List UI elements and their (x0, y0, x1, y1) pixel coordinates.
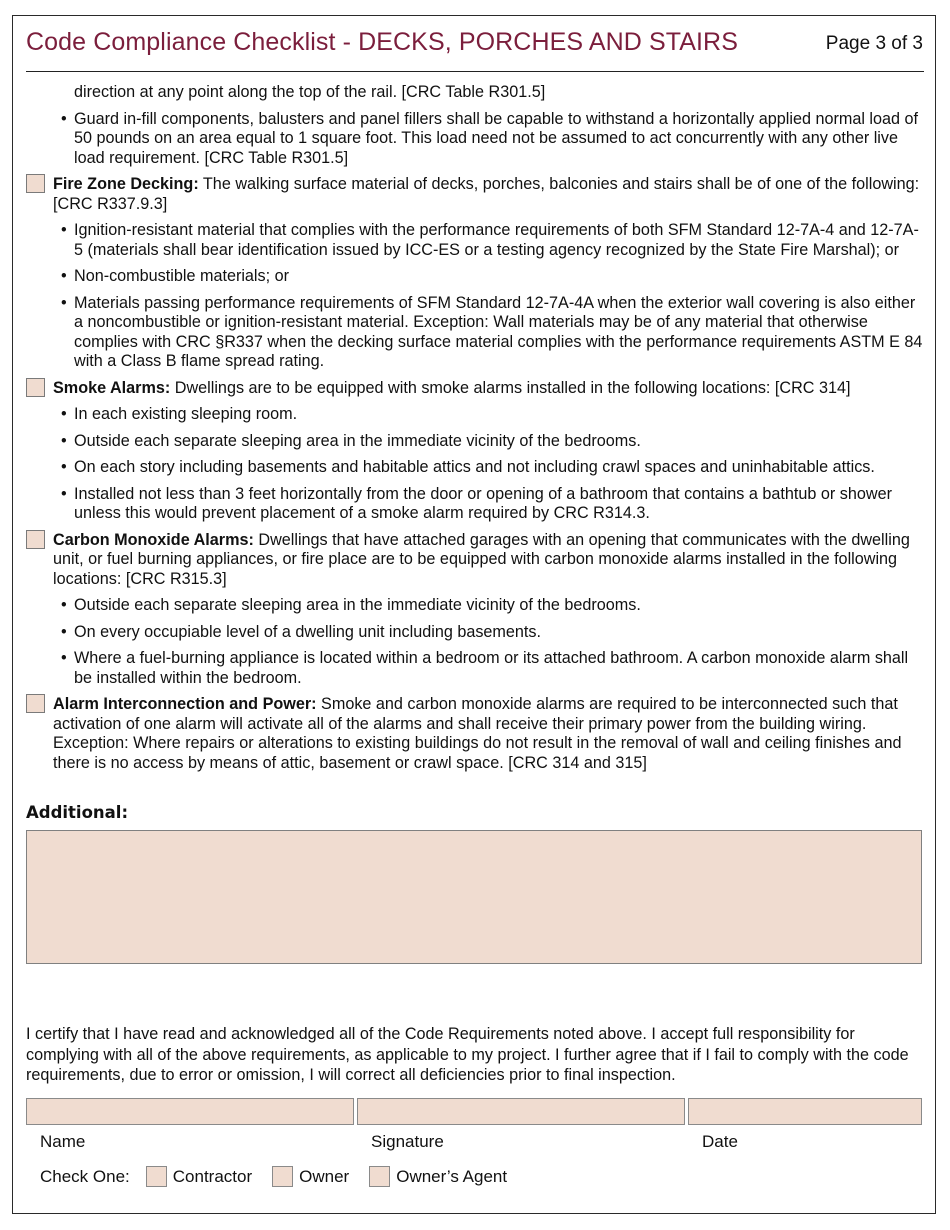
interconnection-checkbox[interactable] (26, 694, 45, 713)
owners-agent-checkbox[interactable] (369, 1166, 390, 1187)
smoke-alarms-heading: Smoke Alarms: (53, 378, 171, 397)
fire-zone-bullet: • Non-combustible materials; or (26, 267, 924, 287)
fire-zone-bullet: • Materials passing performance requirements of SFM Standard 12-7A-4A when the exterior wall covering is also either a noncombustible or ignition-resistant material. Exception: Wall materials may be of any material that otherwise complies with CRC §R337 when the decking surface material complies with the performance requirements ASTM E 84 with a Class B flame spread rating. (26, 294, 924, 372)
co-alarms-heading: Carbon Monoxide Alarms: (53, 530, 254, 549)
fire-zone-item (26, 175, 924, 214)
checklist-content (26, 83, 924, 780)
smoke-bullet: • Installed not less than 3 feet horizontally from the door or opening of a bathroom that contains a bathtub or shower unless this would prevent placement of a smoke alarm required by CRC R314.3. (26, 485, 924, 524)
interconnection-item (26, 695, 924, 773)
smoke-bullet: • In each existing sleeping room. (26, 405, 924, 425)
fire-zone-checkbox[interactable] (26, 174, 45, 193)
co-alarms-item (26, 531, 924, 590)
date-field[interactable] (688, 1098, 922, 1125)
smoke-alarms-checkbox[interactable] (26, 378, 45, 397)
contractor-label: Contractor (172, 1166, 253, 1186)
contractor-checkbox[interactable] (146, 1166, 167, 1187)
guard-bullet: • Guard in-fill components, balusters and panel fillers shall be capable to withstand a horizontally applied normal load of 50 pounds on an area equal to 1 square foot. This load need not be assumed to act concurrently with any other live load requirement. [CRC Table R301.5] (26, 110, 924, 169)
option-contractor[interactable] (146, 1166, 252, 1187)
additional-notes-field[interactable] (26, 830, 922, 964)
option-owner[interactable] (272, 1166, 349, 1187)
smoke-alarms-item (26, 379, 924, 399)
header-divider (26, 71, 924, 72)
check-one-label: Check One: (40, 1166, 130, 1186)
owners-agent-label: Owner’s Agent (396, 1166, 508, 1186)
signature-label: Signature (371, 1132, 444, 1151)
continuation-text: direction at any point along the top of the rail. [CRC Table R301.5] (74, 83, 546, 101)
owner-checkbox[interactable] (272, 1166, 293, 1187)
page-title: Code Compliance Checklist - DECKS, PORCHES AND STAIRS (26, 28, 738, 56)
certification-text: I certify that I have read and acknowledged all of the Code Requirements noted above. I accept full responsibility for complying with all of the above requirements, as applicable to my project. I further agree that if I fail to comply with the code requirements, due to error or omission, I will correct all deficiencies prior to final inspection. (26, 1025, 909, 1084)
co-bullet: • Outside each separate sleeping area in the immediate vicinity of the bedrooms. (26, 596, 924, 616)
smoke-bullet: • Outside each separate sleeping area in the immediate vicinity of the bedrooms. (26, 432, 924, 452)
interconnection-heading: Alarm Interconnection and Power: (53, 695, 317, 713)
name-label: Name (40, 1132, 86, 1151)
name-field[interactable] (26, 1098, 354, 1125)
owner-label: Owner (299, 1166, 350, 1186)
fire-zone-text: The walking surface material of decks, porches, balconies and stairs shall be of one of the following: [CRC R337.9.3] (53, 175, 920, 213)
smoke-bullet: • On each story including basements and habitable attics and not including crawl spaces and uninhabitable attics. (26, 458, 924, 478)
co-alarms-checkbox[interactable] (26, 530, 45, 549)
co-bullet: • On every occupiable level of a dwelling unit including basements. (26, 623, 924, 643)
co-alarms-text: Dwellings that have attached garages with an opening that communicates with the dwelling unit, or fuel burning appliances, or fire place are to be equipped with carbon monoxide alarms installed in the following locations: [CRC R315.3] (53, 530, 910, 588)
additional-label: Additional: (26, 803, 129, 822)
fire-zone-bullet: • Ignition-resistant material that complies with the performance requirements of both SFM Standard 12-7A-4 and 12-7A-5 (materials shall bear identification issued by ICC-ES or a testing agency recognized by the State Fire Marshal); or (26, 221, 924, 260)
page-number: Page 3 of 3 (825, 33, 923, 54)
signature-field[interactable] (357, 1098, 685, 1125)
check-one-row (40, 1166, 507, 1187)
date-label: Date (702, 1132, 738, 1151)
interconnection-text: Smoke and carbon monoxide alarms are required to be interconnected such that activation of one alarm will activate all of the alarms and shall receive their primary power from the building wiring. Exception: Where repairs or alterations to existing buildings do not result in the removal of wall and ceiling finishes and there is no access by means of attic, basement or crawl space. [CRC 314 and 315] (53, 695, 902, 772)
fire-zone-heading: Fire Zone Decking: (53, 175, 199, 193)
co-bullet: • Where a fuel-burning appliance is located within a bedroom or its attached bathroom. A carbon monoxide alarm shall be installed within the bedroom. (26, 649, 924, 688)
smoke-alarms-text: Dwellings are to be equipped with smoke alarms installed in the following locations: [CRC 314] (170, 378, 851, 397)
option-owners-agent[interactable] (369, 1166, 507, 1187)
